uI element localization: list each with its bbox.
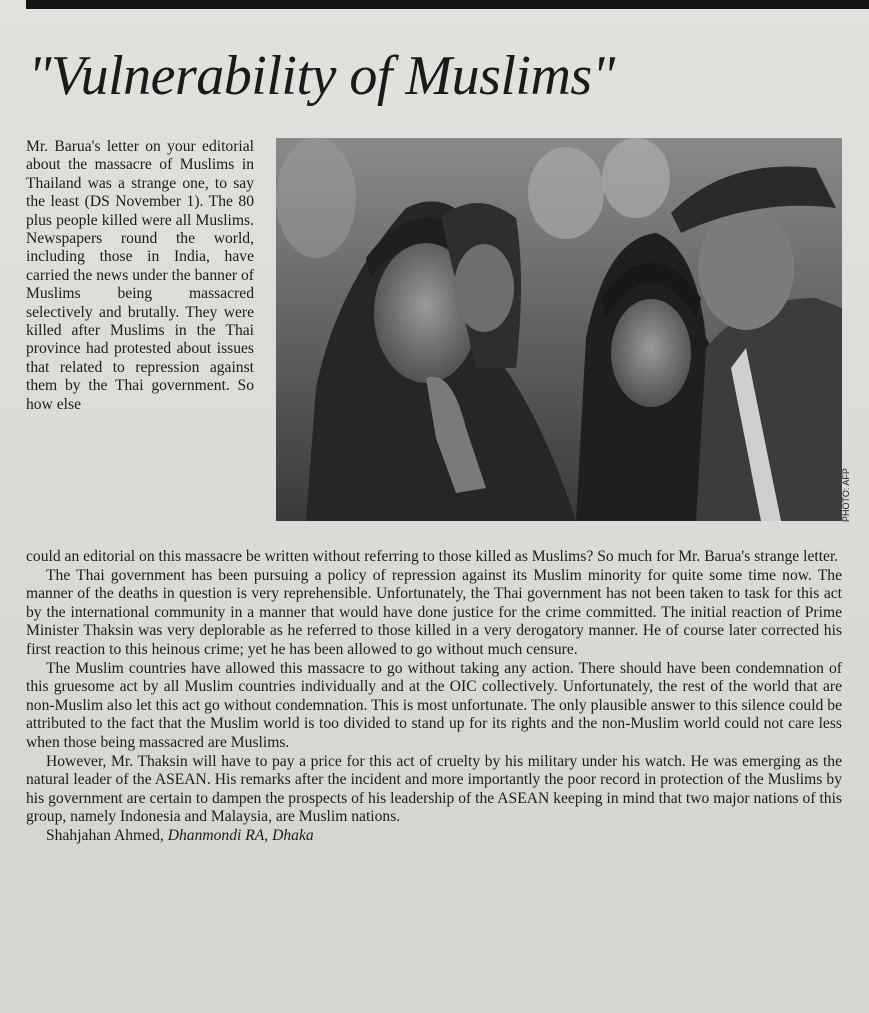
opening-paragraph-column: Mr. Barua's letter on your editorial about the massacre of Muslims in Thailand was a strange one, to say the least (DS November 1). The 80 plus people killed were all Muslims. Newspapers round the world, including those in India, have carried the news under the banner of Muslims being massacred selectively and brutally. They were killed after Muslims in the Thai province had protested about issues that related to repression against them by the Thai government. So how else — [26, 138, 254, 413]
opening-paragraph-continuation: could an editorial on this massacre be written without referring to those killed as Muslims? So much for Mr. Barua's strange letter. — [26, 548, 839, 565]
article-body — [26, 548, 842, 846]
top-rule — [26, 0, 869, 9]
paragraph-4: However, Mr. Thaksin will have to pay a price for this act of cruelty by his military under his watch. He was emerging as the natural leader of the ASEAN. His remarks after the incident and more importantly the poor record in protection of the Muslims by his government are certain to dampen the prospects of his leadership of the ASEAN keeping in mind that two major nations of this group, namely Indonesia and Malaysia, are Muslim nations. — [26, 752, 842, 826]
signature — [26, 827, 842, 846]
signature-name: Shahjahan Ahmed, — [46, 826, 164, 844]
paragraph-2: The Thai government has been pursuing a policy of repression against its Muslim minority for quite some time now. The manner of the deaths in question is very reprehensible. Unfortunately, the Thai government has not been taken to task for this act by the international community in a manner that would have done justice for the crime committed. The initial reaction of Prime Minister Thaksin was very deplorable as he referred to those killed in a very derogatory manner. He of course later corrected his first reaction to this heinous crime; yet he has been allowed to go without much censure. — [26, 566, 842, 658]
photo-credit: PHOTO: AFP — [841, 468, 851, 522]
headline: "Vulnerability of Muslims" — [28, 45, 615, 107]
news-photo — [276, 138, 842, 521]
photo-illustration — [276, 138, 842, 521]
signature-place: Dhanmondi RA, Dhaka — [167, 826, 314, 844]
paragraph-3: The Muslim countries have allowed this massacre to go without taking any action. There should have been condemnation of this gruesome act by all Muslim countries individually and at the OIC collectively. Unfortunately, the rest of the world that are non-Muslim also let this act go without condemnation. This is most unfortunate. The only plausible answer to this silence could be attributed to the fact that the Muslim world is too divided to stand up for its rights and the non-Muslim world could not care less when those being massacred are Muslims. — [26, 659, 842, 751]
